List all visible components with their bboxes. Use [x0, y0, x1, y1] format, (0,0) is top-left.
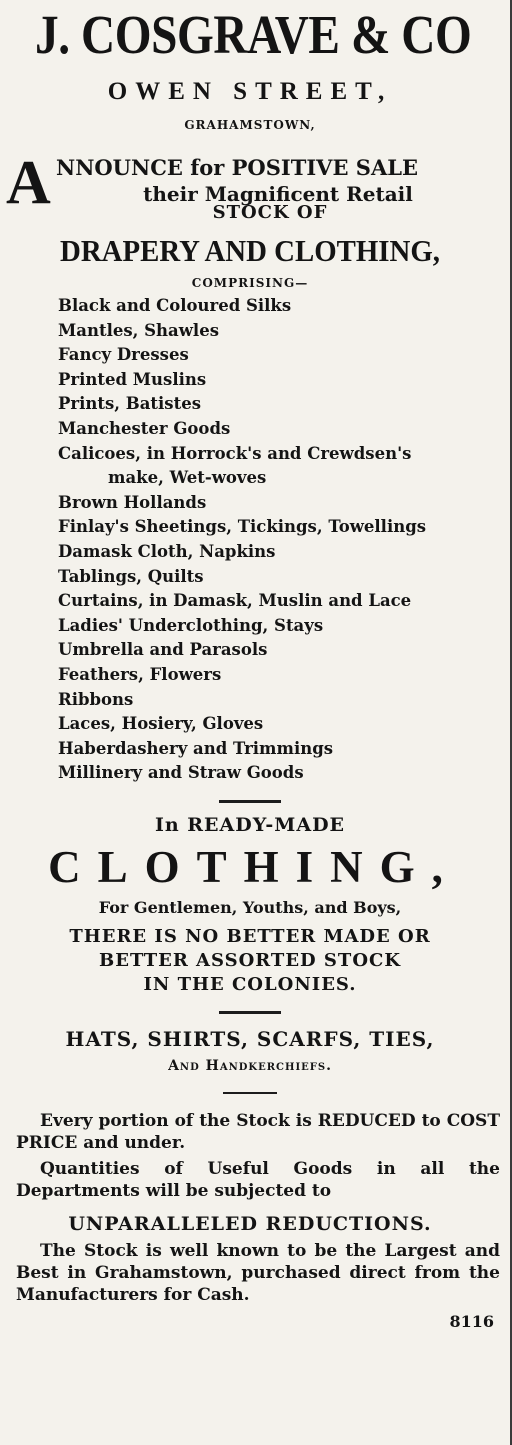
street-address: OWEN STREET, [107, 78, 393, 105]
list-item: Ladies' Underclothing, Stays [58, 615, 324, 635]
divider [219, 800, 281, 803]
reference-number: 8116 [449, 1311, 494, 1331]
comprising-label: COMPRISING— [191, 276, 309, 290]
divider [219, 1011, 281, 1014]
clothing-heading: CLOTHING, [48, 841, 460, 892]
clothing-claim-2: BETTER ASSORTED STOCK [99, 949, 401, 971]
town-name: GRAHAMSTOWN, [184, 118, 316, 132]
list-item: Fancy Dresses [58, 345, 189, 365]
clothing-audience: For Gentlemen, Youths, and Boys, [98, 897, 402, 917]
clothing-claim-3: IN THE COLONIES. [143, 973, 357, 995]
terms-paragraph-2: Quantities of Useful Goods in all the Departments will be subjected to [16, 1158, 500, 1201]
list-item: Ribbons [58, 689, 134, 709]
list-item: Laces, Hosiery, Gloves [58, 714, 264, 734]
terms-paragraph-3: The Stock is well known to be the Largest and Best in Grahamstown, purchased direct from the Manufacturers for Cash. [16, 1240, 500, 1305]
stock-of: STOCK OF [212, 202, 328, 223]
drop-cap: A [6, 149, 51, 217]
list-item: Mantles, Shawles [58, 320, 219, 340]
drapery-heading: DRAPERY AND CLOTHING, [60, 233, 440, 268]
list-item: Printed Muslins [58, 369, 207, 389]
list-item: Umbrella and Parasols [58, 640, 268, 660]
list-item-continuation: make, Wet-woves [108, 468, 267, 488]
list-item: Calicoes, in Horrock's and Crewdsen's [58, 443, 412, 463]
list-item: Prints, Batistes [58, 394, 201, 414]
list-item: Damask Cloth, Napkins [58, 541, 276, 561]
accessories-line: HATS, SHIRTS, SCARFS, TIES, [65, 1026, 435, 1051]
list-item: Feathers, Flowers [58, 664, 222, 684]
goods-list [0, 294, 500, 786]
unparalleled-reductions: UNPARALLELED REDUCTIONS. [68, 1212, 432, 1235]
announcement-line-2: their Magnificent Retail [143, 182, 413, 206]
list-item: Tablings, Quilts [58, 566, 204, 586]
announcement-line-1: NNOUNCE for POSITIVE SALE [56, 155, 419, 180]
list-item: Manchester Goods [58, 418, 231, 438]
handkerchiefs-line: And Handkerchiefs. [168, 1057, 332, 1074]
ready-made-intro: In READY-MADE [154, 813, 346, 836]
list-item: Curtains, in Damask, Muslin and Lace [58, 591, 412, 611]
terms-paragraph-1: Every portion of the Stock is REDUCED to COST PRICE and under. [16, 1110, 500, 1153]
list-item: Black and Coloured Silks [58, 296, 292, 315]
list-item [58, 466, 500, 491]
announcement-block [0, 149, 500, 217]
list-item: Brown Hollands [58, 492, 207, 512]
clothing-claim-1: THERE IS NO BETTER MADE OR [69, 925, 431, 947]
firm-name: J. COSGRAVE & CO [35, 4, 472, 65]
list-item: Millinery and Straw Goods [58, 763, 304, 783]
list-item: Haberdashery and Trimmings [58, 738, 334, 758]
divider [223, 1092, 277, 1094]
list-item: Finlay's Sheetings, Tickings, Towellings [58, 517, 427, 537]
